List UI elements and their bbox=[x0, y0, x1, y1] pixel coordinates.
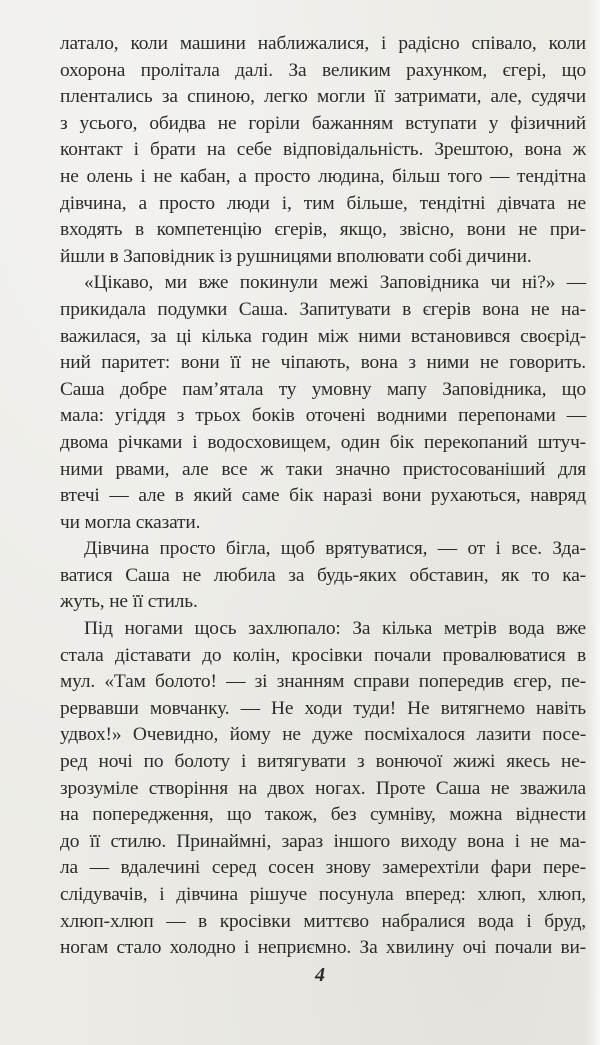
text-line: удвох!» Очевидно, йому не дуже посміхалося лазити посе- bbox=[60, 724, 586, 746]
text-line: зрозуміле створіння на двох ногах. Проте Саша не зважила bbox=[60, 777, 586, 799]
text-line: контакт і брати на себе відповідальність. Зрештою, вона ж bbox=[60, 139, 586, 161]
text-line: не олень і не кабан, а просто людина, більш того — тендітна bbox=[60, 165, 586, 187]
body-text bbox=[60, 31, 586, 962]
text-line: Дівчина просто бігла, щоб врятуватися, — от і все. Зда- bbox=[84, 538, 586, 560]
text-line: рервавши мовчанку. — Не ходи туди! Не витягнемо навіть bbox=[60, 697, 586, 719]
text-line: ногам стало холодно і неприємно. За хвилину очі почали ви- bbox=[60, 937, 586, 959]
text-line: прикидала подумки Саша. Запитувати в єгерів вона не на- bbox=[60, 298, 586, 320]
text-line: двома річками і водосховищем, один бік перекопаний штуч- bbox=[60, 431, 586, 453]
text-line: входять в компетенцію єгерів, якщо, звісно, вони не при- bbox=[60, 219, 586, 241]
text-line: йшли в Заповідник із рушницями вполювати собі дичини. bbox=[60, 245, 532, 267]
text-line: стала діставати до колін, кросівки почали провалюватися в bbox=[60, 644, 586, 666]
text-line: з усього, обидва не горіли бажанням вступати у фізичний bbox=[60, 112, 586, 134]
text-line: латало, коли машини наближалися, і радісно співало, коли bbox=[60, 33, 586, 54]
text-line: «Цікаво, ми вже покинули межі Заповідника чи ні?» — bbox=[84, 272, 586, 294]
text-line: втечі — але в який саме бік наразі вони рухаються, навряд bbox=[60, 485, 586, 507]
text-line: жуть, не її стиль. bbox=[60, 591, 198, 613]
text-line: ред ночі по болоту і витягувати з вонючої жижі якесь не- bbox=[60, 751, 586, 773]
page-number: 4 bbox=[315, 964, 325, 986]
text-line: Саша добре пам’ятала ту умовну мапу Заповідника, що bbox=[60, 378, 586, 400]
text-line: плентались за спиною, легко могли її затримати, але, судячи bbox=[60, 86, 586, 108]
text-line: охорона пролітала далі. За великим рахунком, єгері, що bbox=[60, 59, 586, 81]
text-line: чи могла сказати. bbox=[60, 511, 201, 533]
text-line: ними рвами, але все ж таки значно пристосованіший для bbox=[60, 458, 586, 480]
text-line: до її стилю. Принаймні, зараз іншого виходу вона і не ма- bbox=[60, 830, 586, 852]
text-line: дівчина, а просто люди і, тим більше, тендітні дівчата не bbox=[60, 192, 586, 214]
page-edge-shading bbox=[586, 0, 600, 1045]
text-line: ла — вдалечині серед сосен знову замерехтіли фари пере- bbox=[60, 857, 586, 879]
text-line: Під ногами щось захлюпало: За кілька метрів вода вже bbox=[84, 618, 586, 640]
text-line: хлюп-хлюп — в кросівки миттєво набралися вода і бруд, bbox=[60, 910, 586, 932]
text-line: ний паритет: вони її не чіпають, вона з ними не говорить. bbox=[60, 352, 586, 374]
text-line: мала: угіддя з трьох боків оточені водними перепонами — bbox=[60, 405, 586, 427]
text-line: важилася, за ці кілька годин між ними встановився своєрід- bbox=[60, 325, 586, 347]
text-line: слідувачів, і дівчина рішуче посунула вперед: хлюп, хлюп, bbox=[60, 884, 586, 905]
text-line: ватися Саша не любила за будь-яких обставин, як то ка- bbox=[60, 564, 586, 586]
text-line: на попередження, що також, без сумніву, можна віднести bbox=[60, 804, 586, 826]
text-line: мул. «Там болото! — зі знанням справи попередив єгер, пе- bbox=[60, 671, 586, 693]
